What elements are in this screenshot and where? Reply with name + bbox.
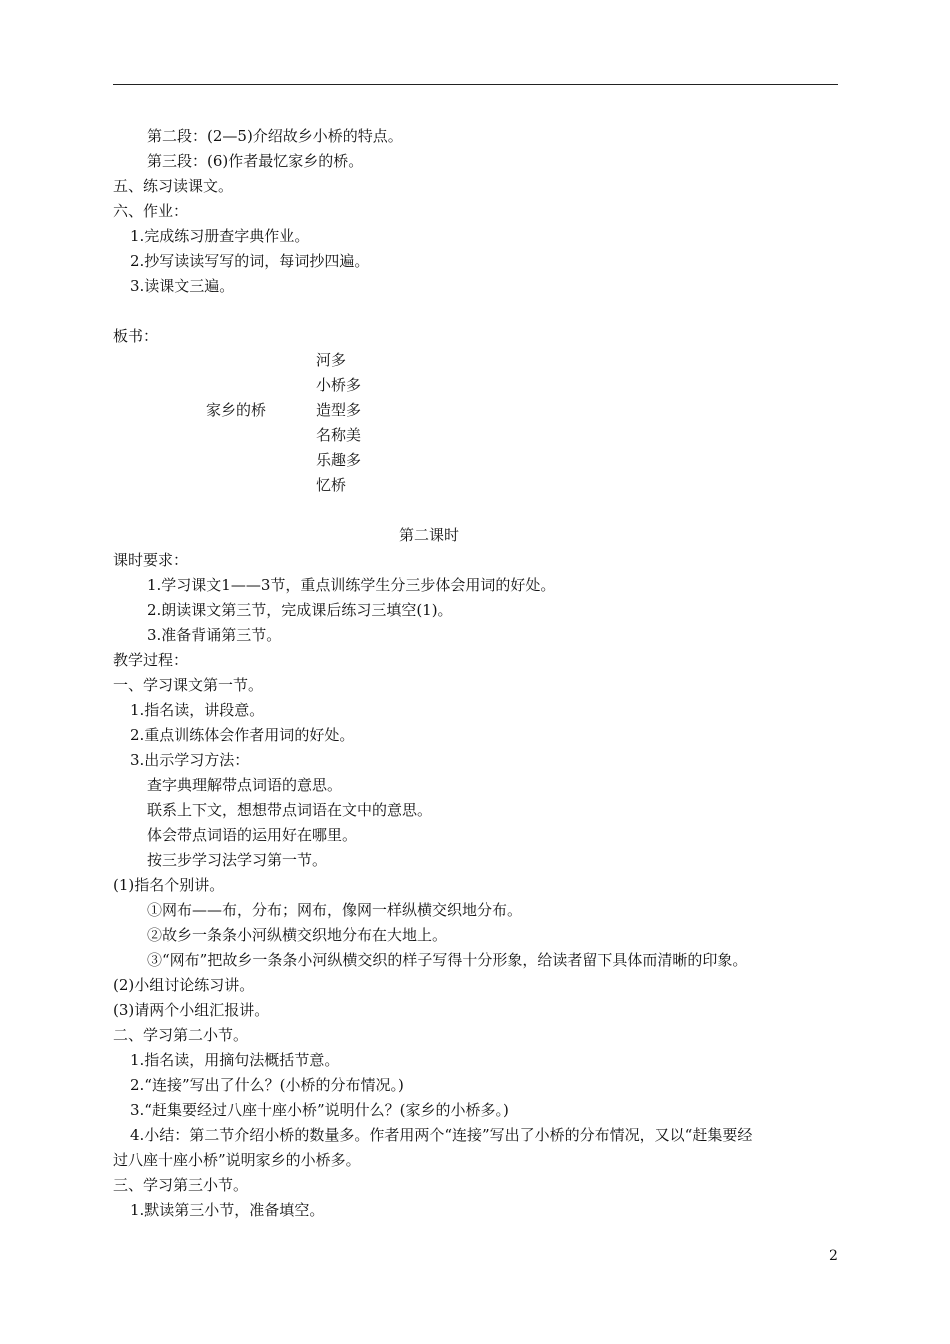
text-line: 1.指名读，讲段意。 xyxy=(130,701,265,719)
board-item: 名称美 xyxy=(316,426,362,444)
board-item: 造型多 xyxy=(316,401,362,419)
text-line: (3)请两个小组汇报讲。 xyxy=(113,1001,270,1019)
text-line: ③“网布”把故乡一条条小河纵横交织的样子写得十分形象，给读者留下具体而清晰的印象。 xyxy=(147,951,748,969)
text-line: 第三段：(6)作者最忆家乡的桥。 xyxy=(147,152,364,170)
text-line: 五、练习读课文。 xyxy=(113,177,234,195)
text-line: 三、学习第三小节。 xyxy=(113,1176,249,1194)
text-line: 按三步学习法学习第一节。 xyxy=(147,851,328,869)
text-line: 查字典理解带点词语的意思。 xyxy=(147,776,343,794)
text-line: 3.读课文三遍。 xyxy=(130,277,235,295)
text-line: 一、学习课文第一节。 xyxy=(113,676,264,694)
text-line: 2.“连接”写出了什么？(小桥的分布情况。) xyxy=(130,1076,404,1094)
text-line: 1.学习课文1——3节，重点训练学生分三步体会用词的好处。 xyxy=(147,576,556,594)
text-line: 联系上下文，想想带点词语在文中的意思。 xyxy=(147,801,433,819)
text-line: 过八座十座小桥”说明家乡的小桥多。 xyxy=(113,1151,361,1169)
text-line: 3.准备背诵第三节。 xyxy=(147,626,282,644)
text-line: 体会带点词语的运用好在哪里。 xyxy=(147,826,358,844)
text-line: 1.默读第三小节，准备填空。 xyxy=(130,1201,325,1219)
board-item: 小桥多 xyxy=(316,376,362,394)
text-line: 3.出示学习方法： xyxy=(130,751,250,769)
text-line: 教学过程： xyxy=(113,651,189,669)
board-item: 忆桥 xyxy=(316,476,347,494)
text-line: 2.朗读课文第三节，完成课后练习三填空(1)。 xyxy=(147,601,453,619)
text-line: 2.重点训练体会作者用词的好处。 xyxy=(130,726,355,744)
text-line: 1.指名读，用摘句法概括节意。 xyxy=(130,1051,340,1069)
text-line: 4.小结：第二节介绍小桥的数量多。作者用两个“连接”写出了小桥的分布情况，又以“赶集要经 xyxy=(130,1126,753,1144)
text-line: 第二段：(2—5)介绍故乡小桥的特点。 xyxy=(147,127,403,145)
board-item: 河多 xyxy=(316,351,347,369)
text-line: 六、作业： xyxy=(113,202,189,220)
board-label: 板书： xyxy=(113,327,159,345)
text-line: 1.完成练习册查字典作业。 xyxy=(130,227,310,245)
section-title: 第二课时 xyxy=(399,526,460,544)
board-center: 家乡的桥 xyxy=(206,401,267,419)
header-rule xyxy=(113,84,838,85)
text-line: 3.“赶集要经过八座十座小桥”说明什么？(家乡的小桥多。) xyxy=(130,1101,509,1119)
page-number: 2 xyxy=(829,1248,838,1264)
text-line: ①网布——布，分布；网布，像网一样纵横交织地分布。 xyxy=(147,901,523,919)
text-line: ②故乡一条条小河纵横交织地分布在大地上。 xyxy=(147,926,448,944)
text-line: 二、学习第二小节。 xyxy=(113,1026,249,1044)
text-line: 课时要求： xyxy=(113,551,189,569)
text-line: (1)指名个别讲。 xyxy=(113,876,225,894)
board-item: 乐趣多 xyxy=(316,451,362,469)
text-line: 2.抄写读读写写的词，每词抄四遍。 xyxy=(130,252,370,270)
text-line: (2)小组讨论练习讲。 xyxy=(113,976,255,994)
